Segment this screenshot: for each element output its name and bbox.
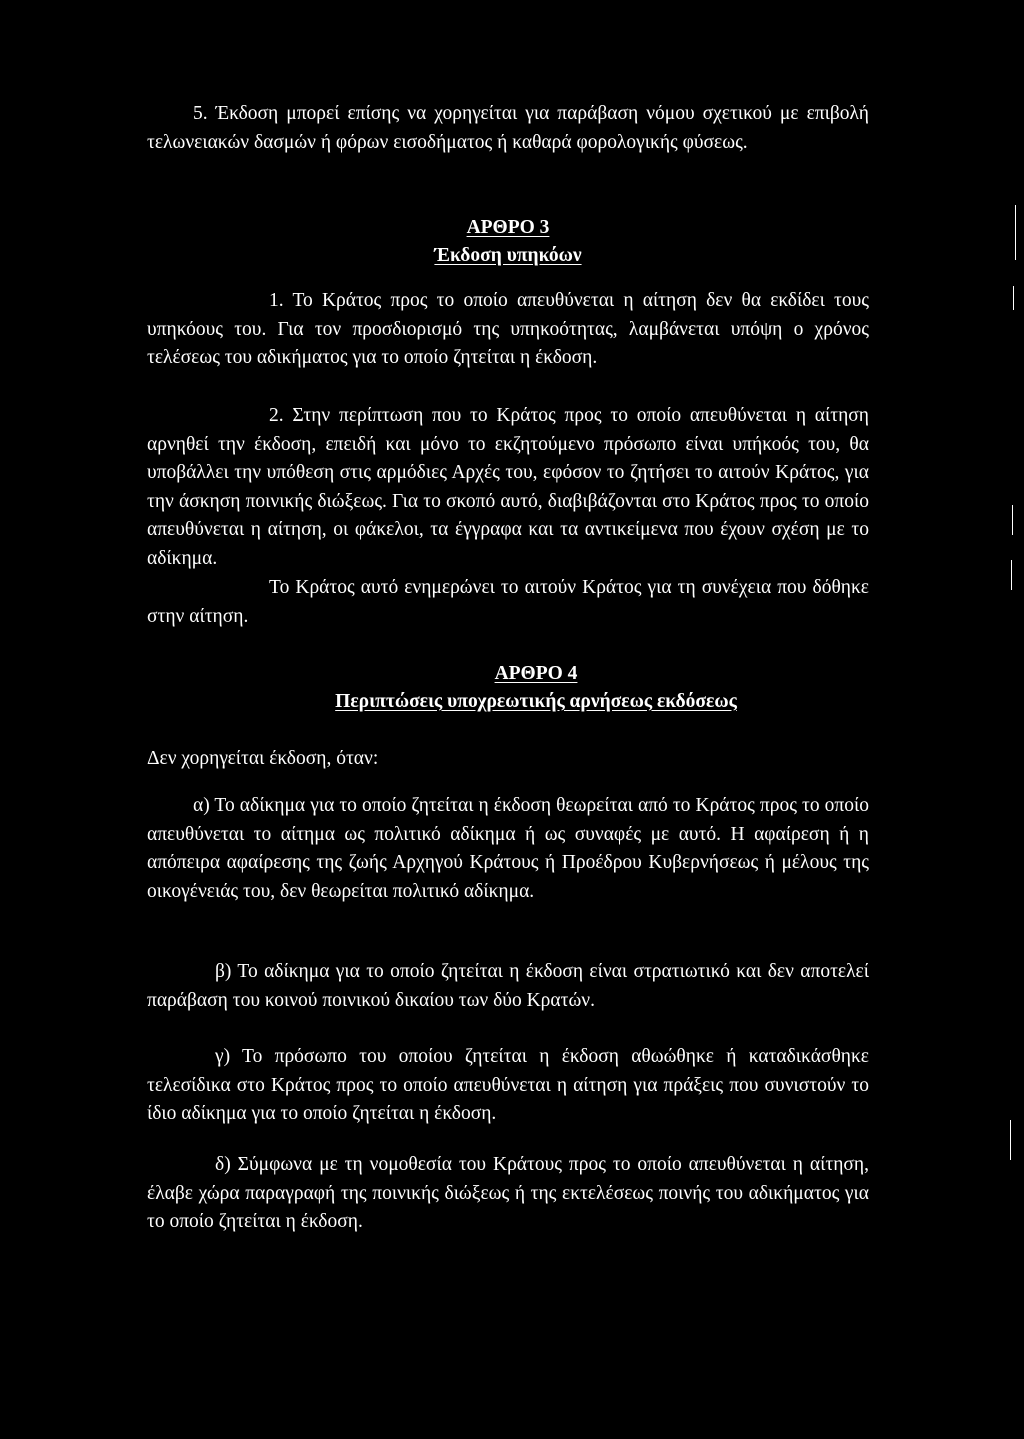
scan-edge-line: [1010, 1120, 1011, 1160]
article-3-paragraph-2: 2. Στην περίπτωση που το Κράτος προς το οποίο απευθύνεται η αίτηση αρνηθεί την έκδοση, επειδή και μόνο το εκζητούμενο πρόσωπο είναι υπήκοός του, θα υποβάλλει την υπόθεση στις αρμόδιες Αρχές του, εφόσον το ζητήσει το αιτούν Κράτος, για την άσκηση ποινικής διώξεως. Για το σκοπό αυτό, διαβιβάζονται στο Κράτος προς το οποίο απευθύνεται η αίτηση, οι φάκελοι, τα έγγραφα και τα αντικείμενα που έχουν σχέση με το αδίκημα.: [147, 405, 869, 569]
paragraph-5: 5. Έκδοση μπορεί επίσης να χορηγείται για παράβαση νόμου σχετικού με επιβολή τελωνειακών δασμών ή φόρων εισοδήματος ή καθαρά φορολογικής φύσεως.: [147, 103, 869, 153]
scan-edge-line: [1011, 560, 1012, 590]
clause-a: α) Το αδίκημα για το οποίο ζητείται η έκδοση θεωρείται από το Κράτος προς το οποίο απευθύνεται το αίτημα ως πολιτικό αδίκημα ή ως συναφές με αυτό. Η αφαίρεση ή η απόπειρα αφαίρεσης της ζωής Αρχηγού Κράτους ή Προέδρου Κυβερνήσεως ή μέλους της οικογένειάς του, δεν θεωρείται πολιτικό αδίκημα.: [147, 795, 869, 902]
article-4-intro: Δεν χορηγείται έκδοση, όταν:: [147, 748, 379, 769]
article-3-paragraph-3: Το Κράτος αυτό ενημερώνει το αιτούν Κράτος για τη συνέχεια που δόθηκε στην αίτηση.: [147, 577, 869, 627]
article-3-heading: ΑΡΘΡΟ 3: [466, 217, 550, 238]
article-4-subheading: Περιπτώσεις υποχρεωτικής αρνήσεως εκδόσεως: [335, 691, 737, 712]
scan-edge-line: [1013, 286, 1014, 310]
clause-d: δ) Σύμφωνα με τη νομοθεσία του Κράτους προς το οποίο απευθύνεται η αίτηση, έλαβε χώρα παραγραφή της ποινικής διώξεως ή της εκτελέσεως ποινής του αδικήματος για το οποίο ζητείται η έκδοση.: [147, 1154, 869, 1233]
scan-edge-line: [1015, 205, 1016, 260]
clause-c: γ) Το πρόσωπο του οποίου ζητείται η έκδοση αθωώθηκε ή καταδικάσθηκε τελεσίδικα στο Κράτος προς το οποίο απευθύνεται η αίτηση για πράξεις που συνιστούν το ίδιο αδίκημα για το οποίο ζητείται η έκδοση.: [147, 1046, 869, 1125]
clause-b: β) Το αδίκημα για το οποίο ζητείται η έκδοση είναι στρατιωτικό και δεν αποτελεί παράβαση του κοινού ποινικού δικαίου των δύο Κρατών.: [147, 961, 869, 1011]
article-4-heading: ΑΡΘΡΟ 4: [494, 663, 578, 684]
article-3-subheading: Έκδοση υπηκόων: [434, 245, 582, 266]
scan-edge-line: [1012, 505, 1013, 535]
article-3-paragraph-1: 1. Το Κράτος προς το οποίο απευθύνεται η αίτηση δεν θα εκδίδει τους υπηκόους του. Για τον προσδιορισμό της υπηκοότητας, λαμβάνεται υπόψη ο χρόνος τελέσεως του αδικήματος για το οποίο ζητείται η έκδοση.: [147, 290, 869, 369]
